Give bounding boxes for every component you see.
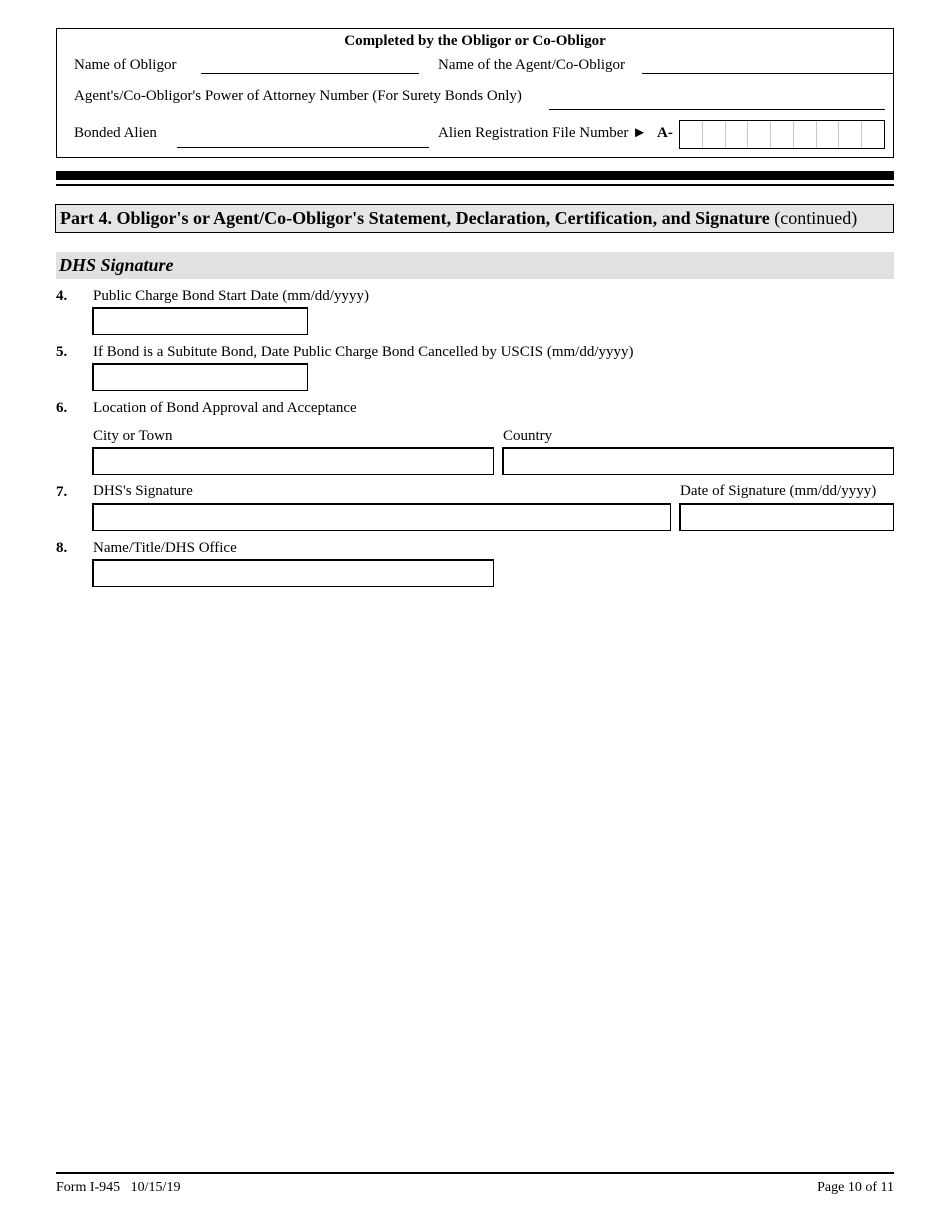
part-4-continued: (continued): [769, 208, 858, 228]
poa-number-label: Agent's/Co-Obligor's Power of Attorney Number (For Surety Bonds Only): [74, 88, 522, 104]
country-label: Country: [503, 428, 553, 444]
name-of-obligor-field[interactable]: [201, 73, 419, 74]
part-4-header: [55, 204, 894, 233]
section-divider-thin: [56, 184, 894, 186]
item-5-label: If Bond is a Subitute Bond, Date Public Charge Bond Cancelled by USCIS (mm/dd/yyyy): [93, 344, 634, 360]
name-of-agent-label: Name of the Agent/Co-Obligor: [438, 57, 626, 73]
alien-registration-label: Alien Registration File Number ►: [438, 125, 647, 141]
bond-start-date-input[interactable]: [92, 307, 308, 335]
obligor-box-title: Completed by the Obligor or Co-Obligor: [344, 33, 606, 49]
bond-cancelled-date-input[interactable]: [92, 363, 308, 391]
item-7-label: DHS's Signature: [93, 483, 193, 499]
bonded-alien-field[interactable]: [177, 147, 429, 148]
city-or-town-input[interactable]: [92, 447, 494, 475]
footer-rule: [56, 1172, 894, 1174]
city-or-town-label: City or Town: [93, 428, 173, 444]
poa-number-field[interactable]: [549, 109, 885, 110]
item-4-number: 4.: [56, 288, 68, 304]
page-number: Page 10 of 11: [817, 1180, 894, 1195]
date-of-signature-label: Date of Signature (mm/dd/yyyy): [680, 483, 877, 499]
bonded-alien-label: Bonded Alien: [74, 125, 157, 141]
item-4-label: Public Charge Bond Start Date (mm/dd/yyyy): [93, 288, 369, 304]
item-8-number: 8.: [56, 540, 68, 556]
dhs-signature-input[interactable]: [92, 503, 671, 531]
section-divider-thick: [56, 171, 894, 180]
name-of-agent-field[interactable]: [642, 73, 894, 74]
dhs-signature-section-title: DHS Signature: [56, 252, 894, 279]
item-6-number: 6.: [56, 400, 68, 416]
date-of-signature-input[interactable]: [679, 503, 894, 531]
alien-number-prefix: A-: [657, 125, 673, 141]
item-7-number: 7.: [56, 484, 68, 500]
form-id: Form I-945 10/15/19: [56, 1180, 181, 1195]
item-5-number: 5.: [56, 344, 68, 360]
item-6-label: Location of Bond Approval and Acceptance: [93, 400, 357, 416]
name-title-dhs-office-input[interactable]: [92, 559, 494, 587]
country-input[interactable]: [502, 447, 894, 475]
part-4-title: Part 4. Obligor's or Agent/Co-Obligor's Statement, Declaration, Certification, and Signature: [60, 208, 770, 228]
alien-registration-number-field[interactable]: [679, 120, 885, 149]
item-8-label: Name/Title/DHS Office: [93, 540, 237, 556]
name-of-obligor-label: Name of Obligor: [74, 57, 177, 73]
